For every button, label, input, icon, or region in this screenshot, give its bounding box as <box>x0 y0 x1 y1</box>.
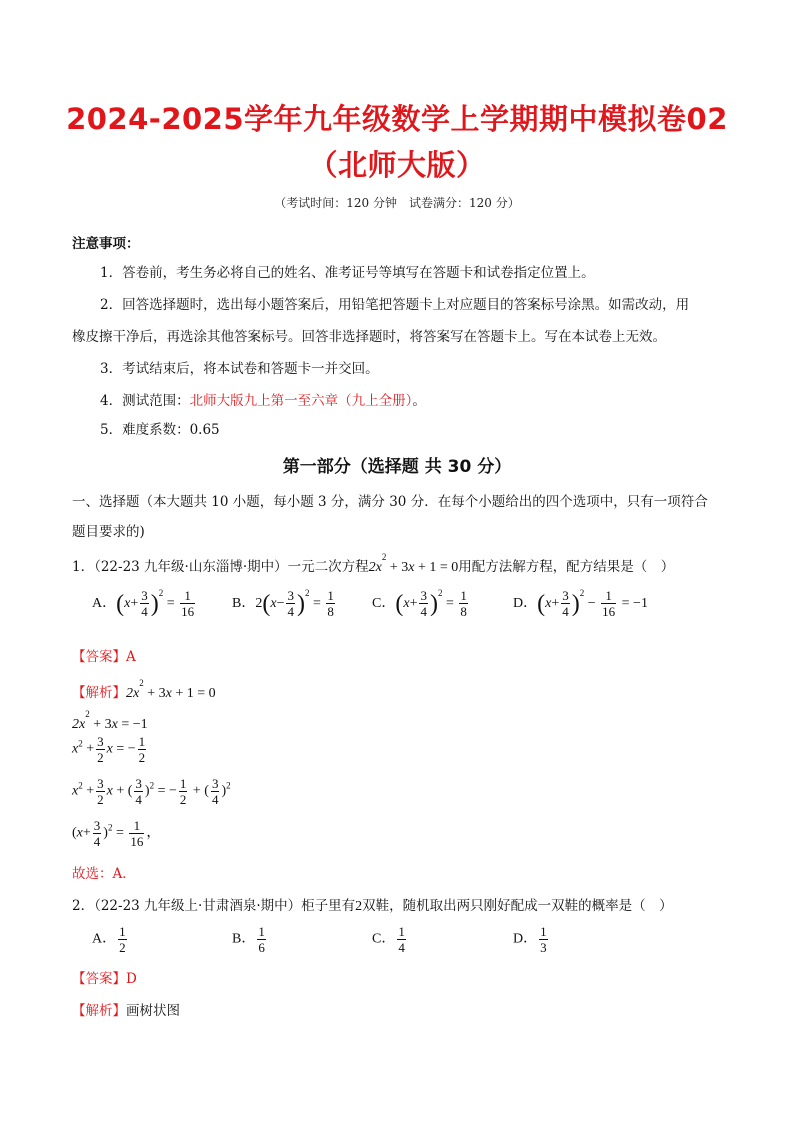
q1-answer <box>72 645 136 665</box>
q1-equation: $2x^2 + 3x + 1 = 0$ <box>368 552 459 575</box>
notes-heading: 注意事项： <box>72 236 140 252</box>
q1-answer-value: A <box>126 649 136 665</box>
test-range: 北师大版九上第一至六章（九上全册） <box>189 393 413 409</box>
exam-info: （考试时间：120 分钟 试卷满分：120 分） <box>274 196 520 210</box>
q1-stem-prefix: 1．（22-23 九年级·山东淄博·期中）一元二次方程 <box>72 559 369 575</box>
q2-analysis <box>72 999 180 1019</box>
q2-stem-prefix: 2．（22-23 九年级上·甘肃酒泉·期中）柜子里有 <box>72 898 356 914</box>
q1-step-2: $2x^2 + 3x = -1$ <box>72 709 148 732</box>
q2-option-a: A． $\frac{1}{2}$ <box>92 924 126 955</box>
q2-option-c: C． $\frac{1}{4}$ <box>372 924 405 955</box>
q2-option-b: B． $\frac{1}{6}$ <box>232 924 265 955</box>
note-item-1: 1．答卷前，考生务必将自己的姓名、准考证号等填写在答题卡和试卷指定位置上。 <box>100 265 595 281</box>
q1-step-1: $2x^2 + 3x + 1 = 0$ <box>126 678 216 701</box>
q1-step-4: $x^2$ + $\frac{3}{2}$ x + ( $\frac{3}{4}$ )$^2$ = − $\frac{1}{2}$ + ( $\frac{3}{4}$ )$^2$ <box>72 776 231 807</box>
q1-option-d: D．(x+ $\frac{3}{4}$ )$^2$ − $\frac{1}{16}$ = −1 <box>513 588 648 620</box>
part1-instruction-line-1: 一、选择题（本大题共 10 小题，每小题 3 分，满分 30 分．在每个小题给出的四个选项中，只有一项符合 <box>72 494 708 510</box>
question-2-stem <box>72 894 673 915</box>
note-item-2-line-2: 橡皮擦干净后，再选涂其他答案标号。回答非选择题时，将答案写在答题卡上。写在本试卷上无效。 <box>72 329 666 345</box>
page-title: 2024-2025学年九年级数学上学期期中模拟卷02（北师大版） <box>66 102 728 182</box>
note-item-2-line-1: 2．回答选择题时，选出每小题答案后，用铅笔把答题卡上对应题目的答案标号涂黑。如需改动，用 <box>100 297 690 313</box>
q1-option-c: C．(x+ $\frac{3}{4}$ )$^2$ = $\frac{1}{8}$ <box>372 588 467 620</box>
q2-stem-suffix: 双鞋，随机取出两只刚好配成一双鞋的概率是（ ） <box>362 898 673 914</box>
q2-answer <box>72 967 137 987</box>
note-item-4-prefix: 4．测试范围： <box>100 393 190 409</box>
q1-analysis-line-1 <box>72 678 216 702</box>
q1-option-b: B．2(x− $\frac{3}{4}$ )$^2$ = $\frac{1}{8}$ <box>232 588 334 620</box>
part1-title: 第一部分（选择题 共 30 分） <box>282 457 512 477</box>
q1-analysis-tag: 【解析】 <box>72 685 126 701</box>
q2-stem-number: 2 <box>355 899 363 914</box>
q1-option-a: A．(x+ $\frac{3}{4}$ )$^2$ = $\frac{1}{16}$ <box>92 588 195 620</box>
q2-analysis-text: 画树状图 <box>126 1003 180 1019</box>
q2-option-d: D． $\frac{1}{3}$ <box>513 924 547 955</box>
q1-step-3: $x^2$ + $\frac{3}{2}$ x = − $\frac{1}{2}$ <box>72 734 146 765</box>
q1-stem-suffix: 用配方法解方程，配方结果是（ ） <box>458 559 675 575</box>
q1-step-5: (x+ $\frac{3}{4}$ )$^2$ = $\frac{1}{16}$ ， <box>72 818 161 849</box>
question-1-stem <box>72 552 674 576</box>
note-item-3: 3．考试结束后，将本试卷和答题卡一并交回。 <box>100 361 379 377</box>
note-item-5: 5．难度系数：0.65 <box>100 422 220 438</box>
q1-answer-tag: 【答案】 <box>72 649 126 665</box>
q1-conclusion: 故选：A． <box>72 866 136 882</box>
q2-answer-tag: 【答案】 <box>72 971 126 987</box>
q2-answer-value: D <box>126 971 137 987</box>
note-item-4 <box>100 389 426 409</box>
part1-instruction-line-2: 题目要求的) <box>72 524 145 540</box>
note-item-4-suffix: 。 <box>412 393 426 409</box>
q2-analysis-tag: 【解析】 <box>72 1003 126 1019</box>
